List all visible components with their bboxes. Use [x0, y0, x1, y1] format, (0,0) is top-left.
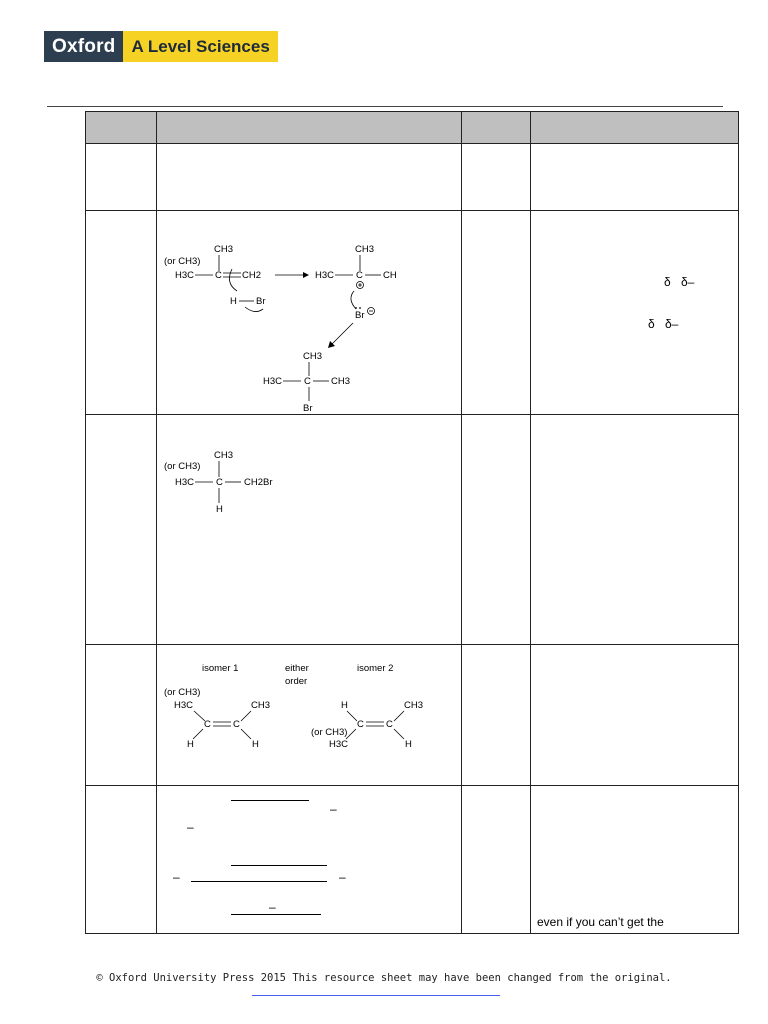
- ch2br-label: CH2Br: [244, 477, 273, 488]
- delta-minus-symbol: δ–: [681, 275, 695, 289]
- header-rule: [47, 106, 723, 107]
- hydrogen-label: H: [252, 739, 259, 750]
- mark-scheme-table: [85, 111, 739, 934]
- h3c-label: H3C: [329, 739, 349, 750]
- h3c-label: H3C: [175, 270, 195, 281]
- carbon-label: C: [215, 270, 222, 281]
- dash: –: [339, 870, 346, 884]
- logo-product: A Level Sciences: [123, 31, 277, 62]
- h3c-label: H3C: [174, 700, 194, 711]
- bromine-label: Br: [256, 296, 266, 307]
- mechanism-cell: [157, 211, 462, 415]
- redacted-line: [231, 914, 321, 915]
- carbon-label: C: [386, 719, 393, 730]
- or-ch3-label: (or CH3): [164, 461, 201, 472]
- redacted-line: [191, 881, 327, 882]
- carbon-label: C: [304, 376, 311, 387]
- either-label: either: [285, 663, 309, 674]
- header-cell-question: [86, 112, 157, 144]
- or-ch3-label: (or CH3): [164, 256, 201, 267]
- bromide-label: Br: [355, 310, 365, 321]
- copyright-footer: © Oxford University Press 2015 This resource sheet may have been changed from the original.: [96, 972, 672, 984]
- order-label: order: [285, 676, 308, 687]
- table-row: [86, 415, 739, 645]
- table-row: [86, 645, 739, 786]
- table-header-row: [86, 112, 739, 144]
- guidance-cell: [531, 786, 739, 934]
- dash: –: [173, 870, 180, 884]
- bromo-methylpropane-structure: [157, 415, 460, 525]
- footer-link-underline[interactable]: [252, 995, 500, 996]
- redacted-line: [231, 800, 309, 801]
- dash: –: [330, 802, 337, 816]
- ch3-label: CH3: [303, 351, 323, 362]
- table-row: [86, 786, 739, 934]
- carbon-label: C: [356, 270, 363, 281]
- dash: –: [187, 820, 194, 834]
- carbon-label: C: [204, 719, 211, 730]
- guidance-text: even if you can’t get the: [537, 915, 664, 929]
- ch3-label: CH3: [355, 244, 375, 255]
- isomers-cell: [157, 645, 462, 786]
- delta-plus-symbol: δ: [648, 317, 655, 331]
- structure-cell: [157, 415, 462, 645]
- isomer1-label: isomer 1: [202, 663, 239, 674]
- ch3-label: CH3: [404, 700, 424, 711]
- or-ch3-label: (or CH3): [311, 727, 348, 738]
- publisher-logo: [44, 31, 278, 62]
- carbon-label: C: [216, 477, 223, 488]
- hydrogen-label: H: [216, 504, 223, 515]
- carbon-label: C: [357, 719, 364, 730]
- isomer2-label: isomer 2: [357, 663, 394, 674]
- ch3-label: CH3: [331, 376, 351, 387]
- ch3-label: CH3: [214, 450, 234, 461]
- ch3-label: CH3: [214, 244, 234, 255]
- ch3-label: CH3: [251, 700, 271, 711]
- ch-label: CH: [383, 270, 397, 281]
- or-ch3-label: (or CH3): [164, 687, 201, 698]
- h3c-label: H3C: [263, 376, 283, 387]
- delta-minus-symbol: δ–: [665, 317, 679, 331]
- h3c-label: H3C: [315, 270, 335, 281]
- hydrogen-label: H: [341, 700, 348, 711]
- hydrogen-label: H: [405, 739, 412, 750]
- carbon-label: C: [233, 719, 240, 730]
- delta-plus-symbol: δ: [664, 275, 671, 289]
- redacted-line: [231, 865, 327, 866]
- bromine-label: Br: [303, 403, 313, 414]
- hydrogen-label: H: [187, 739, 194, 750]
- answer-cell: [157, 786, 462, 934]
- guidance-cell: [531, 211, 739, 415]
- logo-brand: Oxford: [44, 31, 123, 62]
- cis-trans-isomers: [157, 645, 460, 786]
- header-cell-marks: [462, 112, 531, 144]
- dash: –: [269, 900, 276, 914]
- hydrogen-label: H: [230, 296, 237, 307]
- table-row: [86, 144, 739, 211]
- electrophilic-addition-mechanism: [157, 211, 460, 415]
- header-cell-answer: [157, 112, 462, 144]
- header-cell-guidance: [531, 112, 739, 144]
- ch2-label: CH2: [242, 270, 262, 281]
- table-row: [86, 211, 739, 415]
- h3c-label: H3C: [175, 477, 195, 488]
